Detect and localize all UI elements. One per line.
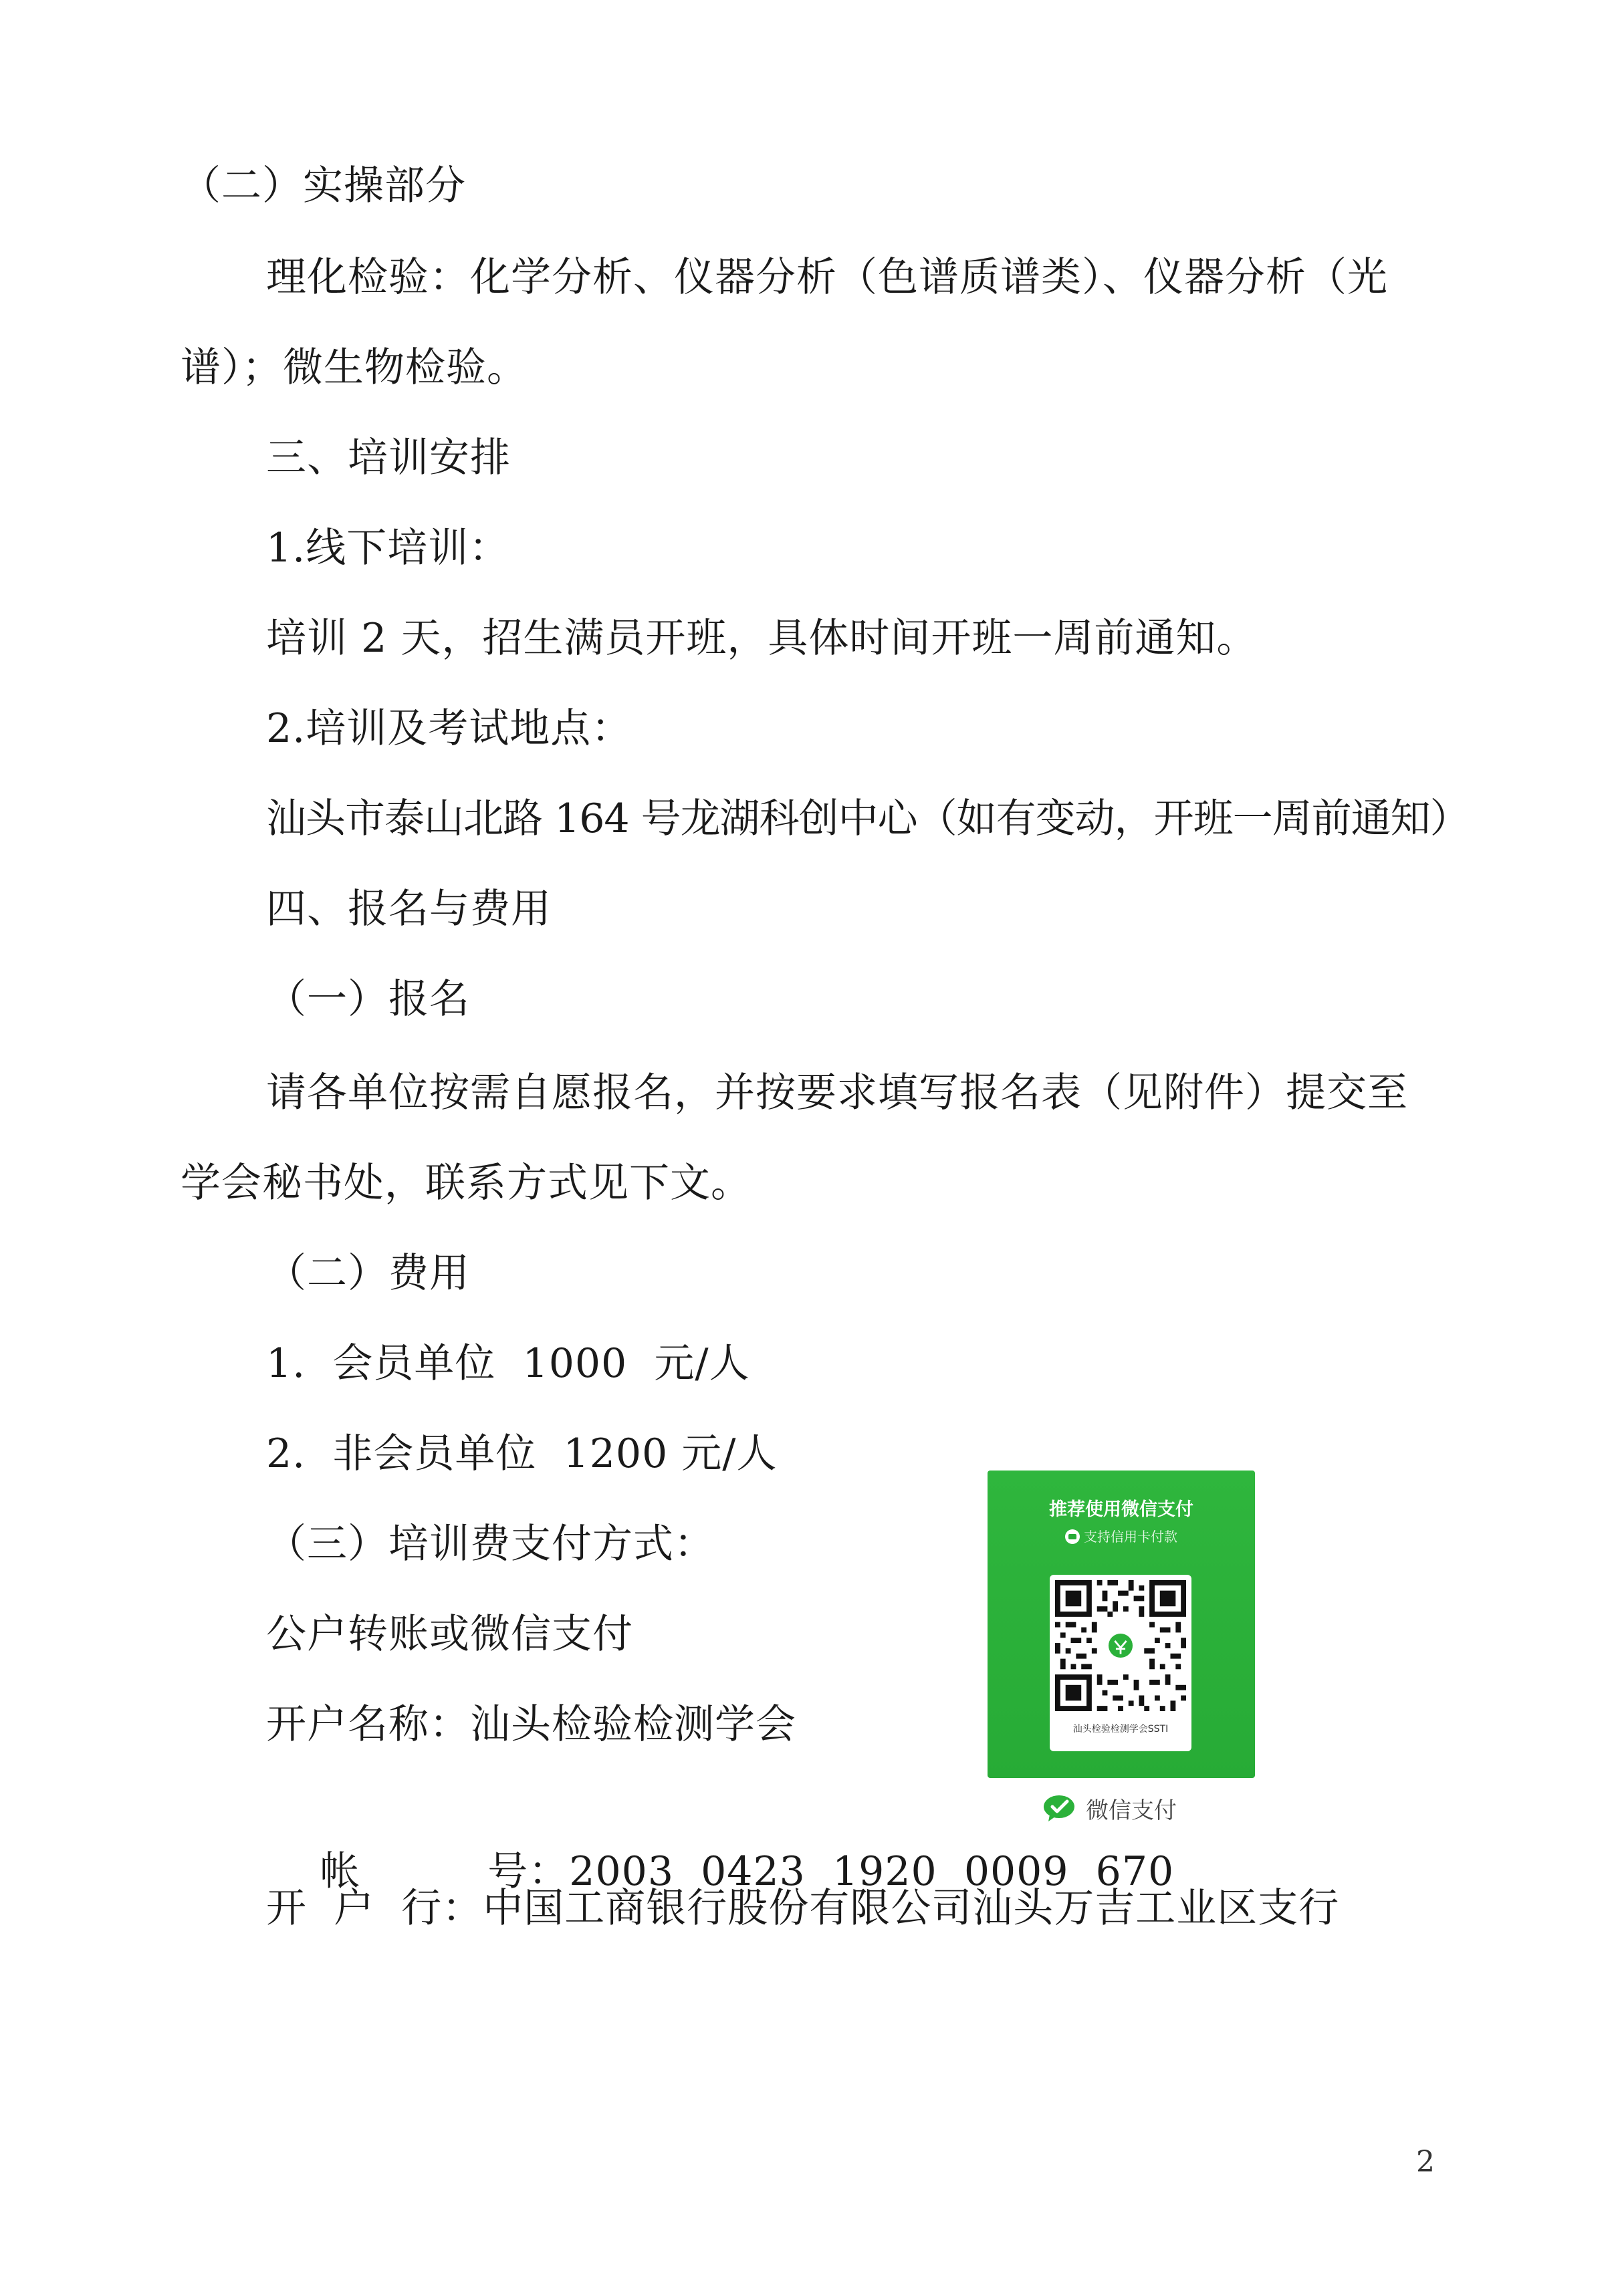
account-name: 开户名称：汕头检验检测学会 xyxy=(266,1701,796,1748)
subheading-payment: （三）培训费支付方式： xyxy=(266,1521,715,1567)
wechat-pay-title: 推荐使用微信支付 xyxy=(1049,1499,1193,1520)
qr-code-icon xyxy=(1055,1580,1186,1711)
account-bank: 开 户 行：中国工商银行股份有限公司汕头万吉工业区支行 xyxy=(266,1885,1340,1932)
wechat-pay-brand-label: 微信支付 xyxy=(1086,1797,1177,1824)
section-heading-registration: 四、报名与费用 xyxy=(266,886,552,932)
subheading-signup: （一）报名 xyxy=(266,976,470,1023)
body-line-duration: 培训 2 天，招生满员开班，具体时间开班一周前通知。 xyxy=(266,615,1258,662)
body-line-signup-1: 请各单位按需自愿报名，并按要求填写报名表（见附件）提交至 xyxy=(266,1069,1408,1116)
wechat-pay-brand xyxy=(1043,1791,1177,1825)
section-heading-training: 三、培训安排 xyxy=(266,434,511,481)
page-number: 2 xyxy=(1416,2145,1435,2179)
subheading-location: 2.培训及考试地点： xyxy=(266,705,632,752)
qr-code-panel xyxy=(1050,1575,1191,1751)
wechat-pay-subtitle-text: 支持信用卡付款 xyxy=(1084,1529,1177,1545)
account-number-value: 号：2003 0423 1920 0009 670 xyxy=(487,1848,1175,1895)
subheading-offline: 1.线下培训： xyxy=(266,525,510,571)
account-number-label: 帐 xyxy=(320,1848,361,1895)
wechat-pay-subtitle xyxy=(988,1528,1255,1545)
credit-card-icon xyxy=(1065,1529,1080,1544)
body-line-physchem: 理化检验：化学分析、仪器分析（色谱质谱类）、仪器分析（光 xyxy=(266,254,1388,301)
fee-non-member: 2. 非会员单位 1200 元/人 xyxy=(266,1430,778,1477)
fee-member: 1. 会员单位 1000 元/人 xyxy=(266,1340,750,1387)
wechat-pay-card xyxy=(988,1471,1255,1778)
body-line-spectrum: 谱）；微生物检验。 xyxy=(181,344,528,391)
section-heading-practical: （二）实操部分 xyxy=(181,162,466,209)
wechat-pay-icon xyxy=(1043,1793,1079,1823)
qr-caption: 汕头检验检测学会SSTI xyxy=(1072,1724,1169,1735)
body-line-payment-method: 公户转账或微信支付 xyxy=(266,1611,633,1658)
subheading-fees: （二）费用 xyxy=(266,1250,470,1297)
body-line-signup-2: 学会秘书处，联系方式见下文。 xyxy=(181,1160,752,1206)
body-line-address: 汕头市泰山北路 164 号龙湖科创中心（如有变动，开班一周前通知） xyxy=(266,795,1470,842)
